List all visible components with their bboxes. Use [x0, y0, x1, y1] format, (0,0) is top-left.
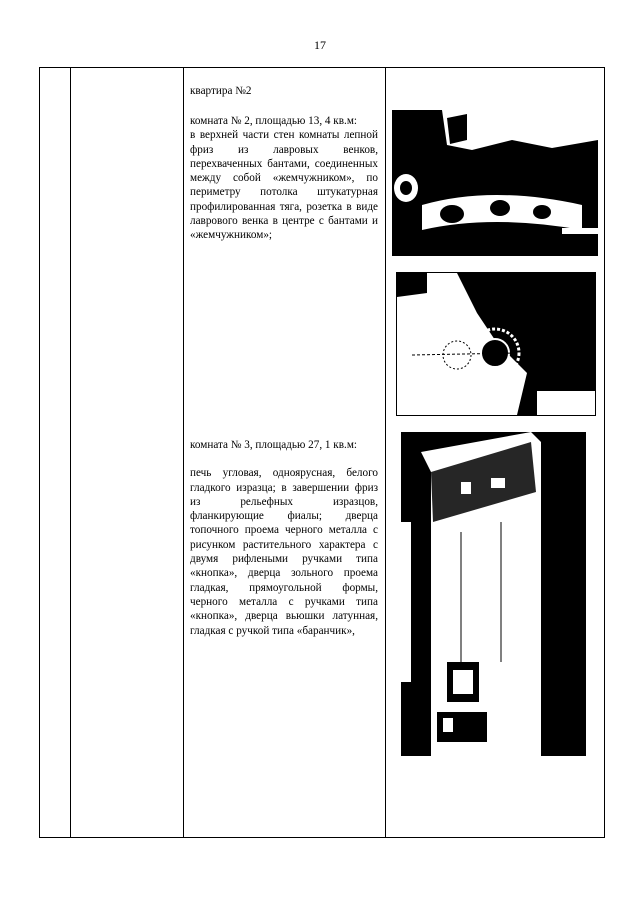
room-3-description: [190, 438, 378, 638]
apartment-title: квартира №2: [190, 85, 252, 97]
room-2-text: в верхней части стен комнаты лепной фриз из лавровых венков, перехваченных бантами, соединенных между собой «жемчужником», по периметру потолка штукатурная профилированная тяга, розетка в виде лаврового венка в центре с бантами и «жемчужником»;: [190, 129, 378, 242]
column-divider-1: [70, 68, 71, 837]
photo-corner-stove: [401, 432, 586, 756]
column-divider-2: [183, 68, 184, 837]
column-divider-3: [385, 68, 386, 837]
room-2-description: [190, 114, 378, 243]
room-2-heading: комната № 2, площадью 13, 4 кв.м:: [190, 115, 358, 127]
photo-frieze: [392, 110, 598, 256]
photo-ceiling-rosette: [396, 272, 596, 416]
page-number: 17: [314, 38, 326, 52]
room-3-heading: комната № 3, площадью 27, 1 кв.м:: [190, 439, 358, 451]
room-3-text: печь угловая, одноярусная, белого гладкого изразца; в завершении фриз из рельефных изразцов, фланкирующие фиалы; дверца топочного проема черного металла с рисунком растительного характера с двумя рифлеными ручками типа «кнопка», дверца зольного проема гладкая, прямоугольной формы, черного металла с ручками типа «кнопка», дверца вьюшки латунная, гладкая с ручкой типа «баранчик»,: [190, 467, 378, 637]
